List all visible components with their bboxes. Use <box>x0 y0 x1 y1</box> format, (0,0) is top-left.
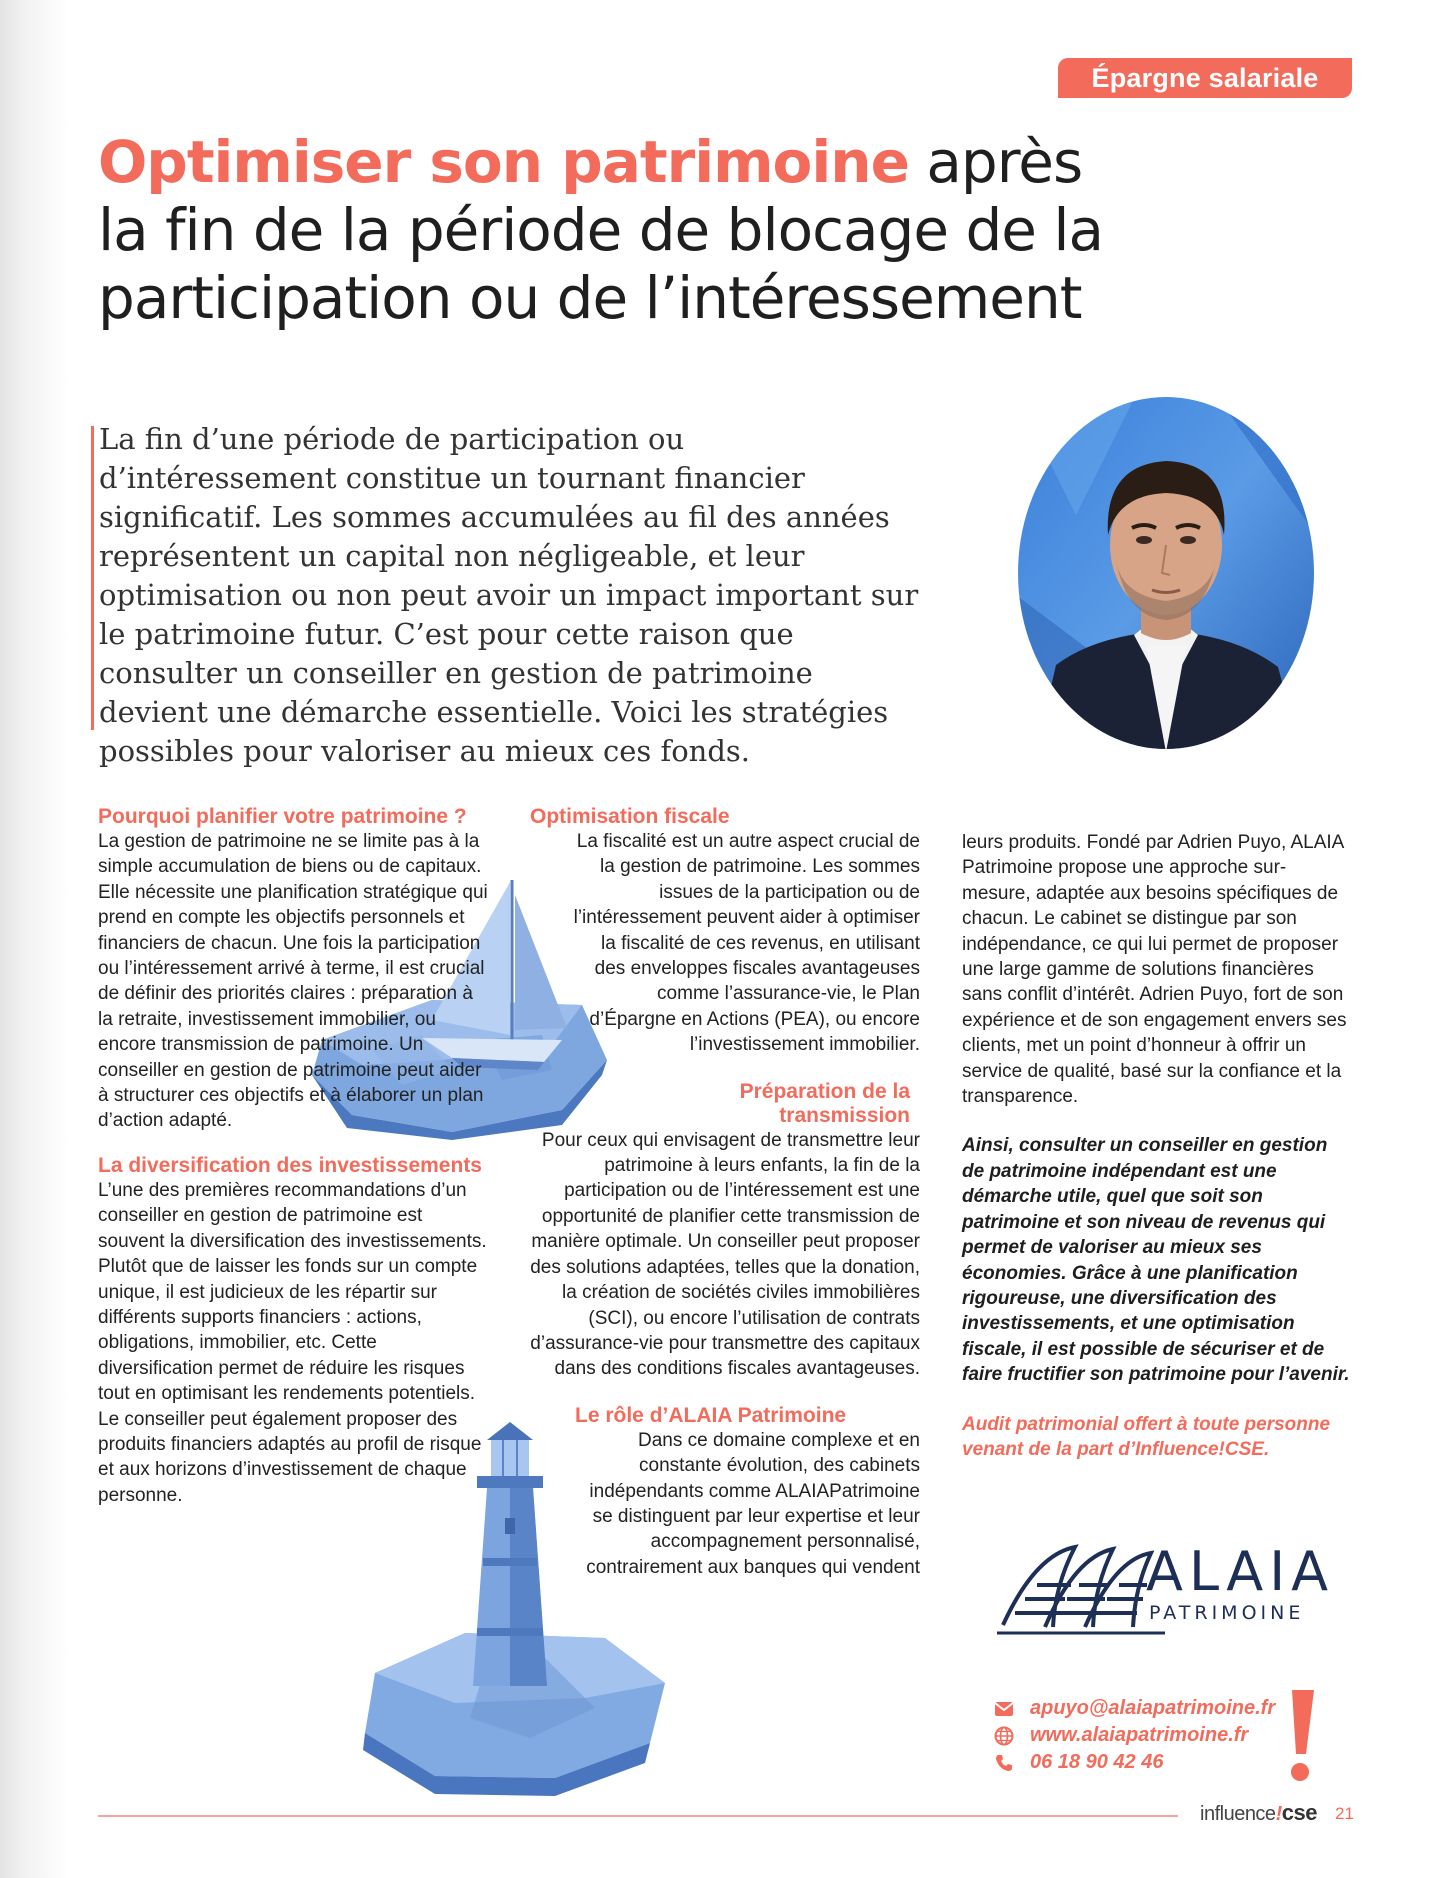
body-transmission: Pour ceux qui envisagent de transmettre leur patrimoine à leurs enfants, la fin de la participation ou de l’intéressement est une opportunité de planifier cette transmission de manière optimale. Un conseiller peut proposer des solutions adaptées, telles que la donation, la création de sociétés civiles immobilières (SCI), ou encore l’utilisation de contrats d’assurance-vie pour transmettre des capitaux dans des conditions fiscales avantageuses. <box>530 1129 920 1380</box>
footer-brand-cse: cse <box>1281 1800 1317 1825</box>
envelope-icon <box>990 1698 1018 1720</box>
phone-icon <box>990 1752 1018 1774</box>
column-right <box>962 830 1354 1462</box>
title-highlight: Optimiser son patrimoine <box>98 128 909 196</box>
page-gutter-shadow <box>0 0 70 1878</box>
contact-block <box>990 1695 1310 1776</box>
body-alaia: Dans ce domaine complexe et en constante évolution, des cabinets indépendants comme ALAIAPatrimoine se distinguent par leur expertise et leur accompagnement personnalisé, contrairement aux banques qui vendent <box>586 1429 920 1578</box>
section-tag: Épargne salariale <box>1058 58 1352 98</box>
conclusion-paragraph: Ainsi, consulter un conseiller en gestion de patrimoine indépendant est une démarche utile, quel que soit son patrimoine et son niveau de revenus qui permet de valoriser au mieux ses économies. Grâce à une planification rigoureuse, une diversification des investissements, et une optimisation fiscale, il est possible de sécuriser et de faire fructifier son patrimoine pour l’avenir. <box>962 1135 1350 1386</box>
title-rest: après la fin de la période de blocage de la participation ou de l’intéressement <box>98 128 1104 332</box>
footer-brand-influence: influence <box>1200 1803 1276 1825</box>
body-planifier: La gestion de patrimoine ne se limite pas à la simple accumulation de biens ou de capitaux. Elle nécessite une planification stratégique qui prend en compte les objectifs personnels et financiers de chacun. Une fois la participation ou l’intéressement arrivé à terme, il est crucial de définir des priorités claires : préparation à la retraite, investissement immobilier, ou encore transmission de patrimoine. Un conseiller en gestion de patrimoine peut aider à structurer ces objectifs et à élaborer un plan d’action adapté. <box>98 831 488 1132</box>
contact-website-row[interactable] <box>990 1722 1310 1749</box>
intro-paragraph: La fin d’une période de participation ou d’intéressement constitue un tournant financier significatif. Les sommes accumulées au fil des années représentent un capital non négligeable, et leur optimisation ou non peut avoir un impact important sur le patrimoine futur. C’est pour cette raison que consulter un conseiller en gestion de patrimoine devient une démarche essentielle. Voici les stratégies possibles pour valoriser au mieux ces fonds. <box>99 422 919 768</box>
body-diversification: L’une des premières recommandations d’un conseiller en gestion de patrimoine est souvent la diversification des investissements. Plutôt que de laisser les fonds sur un compte unique, il est judicieux de les répartir sur différents supports financiers : actions, obligations, immobilier, etc. Cette diversification permet de réduire les risques tout en optimisant les rendements potentiels. Le conseiller peut également proposer des produits financiers adaptés au profil de risque et aux horizons d’investissement de chaque personne. <box>98 1179 487 1506</box>
intro-accent-bar <box>91 426 94 730</box>
body-alaia-continued: leurs produits. Fondé par Adrien Puyo, ALAIA Patrimoine propose une approche sur-mesure, adaptée aux besoins spécifiques de chacun. Le cabinet se distingue par son indépendance, ce qui lui permet de proposer une large gamme de solutions financières sans conflit d’intérêt. Adrien Puyo, fort de son expérience et de son engagement envers ses clients, met un point d’honneur à offrir un service de qualité, basé sur la confiance et la transparence. <box>962 832 1347 1108</box>
globe-icon <box>990 1725 1018 1747</box>
logo-name: ALAIA <box>1146 1540 1335 1603</box>
column-middle <box>530 805 920 1580</box>
footer-brand <box>1200 1800 1317 1826</box>
logo-wordmark <box>1146 1542 1336 1624</box>
logo-sub: PATRIMOINE <box>1149 1602 1305 1624</box>
heading-fiscale: Optimisation fiscale <box>530 805 730 828</box>
contact-email[interactable]: apuyo@alaiapatrimoine.fr <box>1030 1697 1276 1719</box>
footer-brand-exclaim: ! <box>1275 1803 1282 1825</box>
article-title <box>98 128 1118 332</box>
advisor-portrait <box>1016 395 1316 752</box>
footer-rule <box>98 1815 1178 1817</box>
heading-alaia: Le rôle d’ALAIA Patrimoine <box>575 1403 847 1427</box>
column-left <box>98 805 490 1508</box>
body-fiscale: La fiscalité est un autre aspect crucial de la gestion de patrimoine. Les sommes issues de la participation ou de l’intéressement peuvent aider à optimiser la fiscalité de ces revenus, en utilisant des enveloppes fiscales avantageuses comme l’assurance-vie, le Plan d’Épargne en Actions (PEA), ou encore l’investissement immobilier. <box>573 831 920 1056</box>
contact-website[interactable]: www.alaiapatrimoine.fr <box>1030 1724 1249 1746</box>
exclamation-mark-graphic <box>1278 1688 1318 1788</box>
audit-offer: Audit patrimonial offert à toute personne venant de la part d’Influence!CSE. <box>962 1413 1331 1460</box>
contact-email-row[interactable] <box>990 1695 1310 1722</box>
heading-transmission: Préparation de la transmission <box>739 1079 910 1127</box>
heading-planifier: Pourquoi planifier votre patrimoine ? <box>98 805 467 828</box>
contact-phone[interactable]: 06 18 90 42 46 <box>1030 1751 1164 1773</box>
contact-phone-row[interactable] <box>990 1749 1310 1776</box>
heading-diversification: La diversification des investissements <box>98 1153 482 1177</box>
page-number: 21 <box>1335 1804 1354 1823</box>
